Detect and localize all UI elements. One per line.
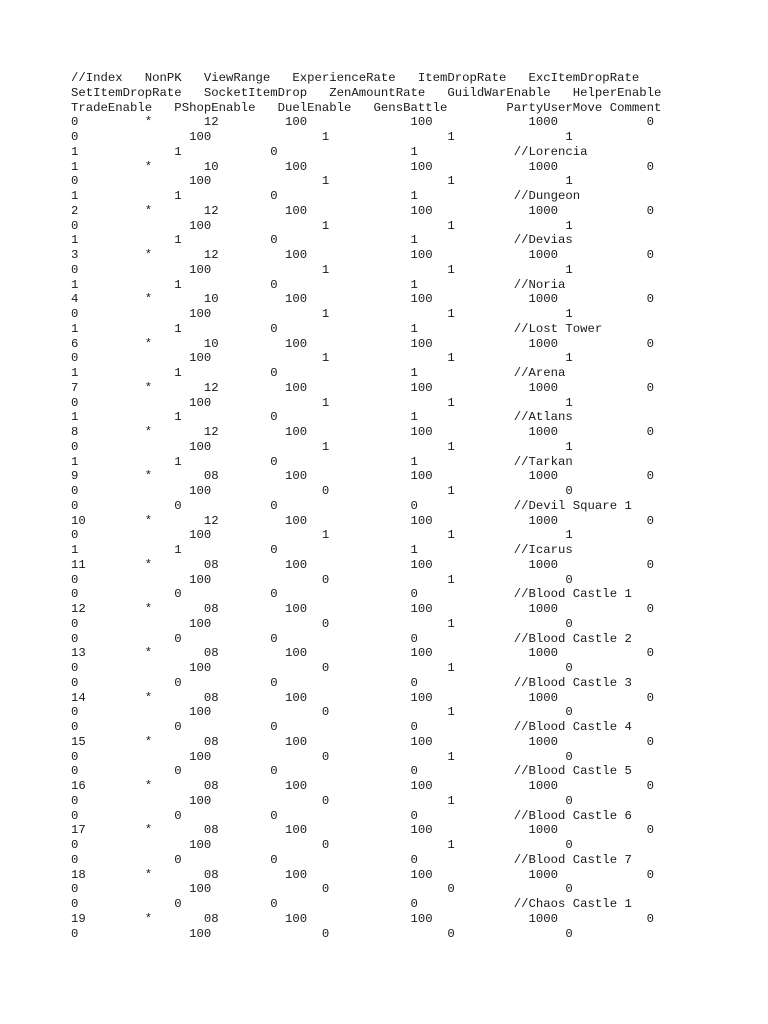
data-line: 1 1 0 1 //Devias [71,233,573,248]
data-line: 2 * 12 100 100 1000 0 [71,203,654,218]
data-line: 8 * 12 100 100 1000 0 [71,425,654,439]
data-line: 1 1 0 1 //Lost Tower [71,321,603,336]
data-line: 6 * 10 100 100 1000 0 [71,336,654,351]
data-line: 0 0 0 0 //Blood Castle 3 [71,675,632,690]
data-line: 1 1 0 1 //Arena [71,366,566,380]
data-line: 12 * 08 100 100 1000 0 [71,602,654,616]
data-line: 9 * 08 100 100 1000 0 [71,469,654,484]
data-line: 0 100 1 1 1 [71,307,573,321]
header-line: TradeEnable PShopEnable DuelEnable GensBattle PartyUserMove Comment [71,100,662,115]
data-line: 0 100 0 1 0 [71,484,573,498]
data-line: 1 1 0 1 //Noria [71,277,566,292]
data-line: 0 0 0 0 //Blood Castle 7 [71,852,632,867]
data-line: 19 * 08 100 100 1000 0 [71,911,654,926]
data-line: 4 * 10 100 100 1000 0 [71,292,654,307]
data-line: 17 * 08 100 100 1000 0 [71,823,654,838]
data-line: 0 0 0 0 //Blood Castle 6 [71,808,632,823]
data-line: 0 0 0 0 //Blood Castle 4 [71,720,632,734]
data-line: 0 100 0 1 0 [71,572,573,587]
data-line: 0 100 1 1 1 [71,218,573,233]
data-line: 0 100 0 0 0 [71,926,573,941]
data-line: 15 * 08 100 100 1000 0 [71,734,654,749]
data-line: 0 100 0 1 0 [71,661,573,675]
data-line: 0 100 0 1 0 [71,705,573,720]
data-line: 0 100 0 1 0 [71,793,573,808]
data-line: 1 1 0 1 //Tarkan [71,454,573,469]
data-line: 0 100 1 1 1 [71,262,573,277]
data-line: 13 * 08 100 100 1000 0 [71,646,654,661]
data-line: 1 1 0 1 //Lorencia [71,144,588,159]
data-line: 0 100 0 0 0 [71,882,573,897]
header-line: //Index NonPK ViewRange ExperienceRate ItemDropRate ExcItemDropRate [71,71,640,85]
data-line: 1 1 0 1 //Atlans [71,410,573,425]
data-line: 0 100 1 1 1 [71,174,573,189]
data-line: 11 * 08 100 100 1000 0 [71,557,654,572]
data-line: 0 100 0 1 0 [71,749,573,764]
data-line: 0 0 0 0 //Blood Castle 1 [71,587,632,602]
data-line: 1 * 10 100 100 1000 0 [71,159,654,174]
data-line: 0 0 0 0 //Blood Castle 2 [71,631,632,646]
header-line: SetItemDropRate SocketItemDrop ZenAmountRate GuildWarEnable HelperEnable [71,85,662,100]
data-line: 1 1 0 1 //Icarus [71,543,573,557]
data-line: 0 100 1 1 1 [71,439,573,454]
data-line: 3 * 12 100 100 1000 0 [71,248,654,262]
data-line: 0 100 0 1 0 [71,838,573,852]
config-text-document [71,71,661,941]
data-line: 10 * 12 100 100 1000 0 [71,513,654,528]
data-line: 7 * 12 100 100 1000 0 [71,380,654,395]
data-line: 0 100 0 1 0 [71,616,573,631]
data-line: 14 * 08 100 100 1000 0 [71,690,654,705]
data-line: 0 0 0 0 //Chaos Castle 1 [71,897,632,911]
data-line: 0 100 1 1 1 [71,351,573,366]
data-line: 0 100 1 1 1 [71,395,573,410]
data-line: 16 * 08 100 100 1000 0 [71,779,654,793]
data-line: 18 * 08 100 100 1000 0 [71,867,654,882]
data-line: 0 100 1 1 1 [71,528,573,543]
data-line: 0 0 0 0 //Devil Square 1 [71,498,632,513]
data-line: 1 1 0 1 //Dungeon [71,189,581,203]
data-line: 0 0 0 0 //Blood Castle 5 [71,764,632,779]
data-line: 0 * 12 100 100 1000 0 [71,115,654,130]
data-line: 0 100 1 1 1 [71,130,573,144]
